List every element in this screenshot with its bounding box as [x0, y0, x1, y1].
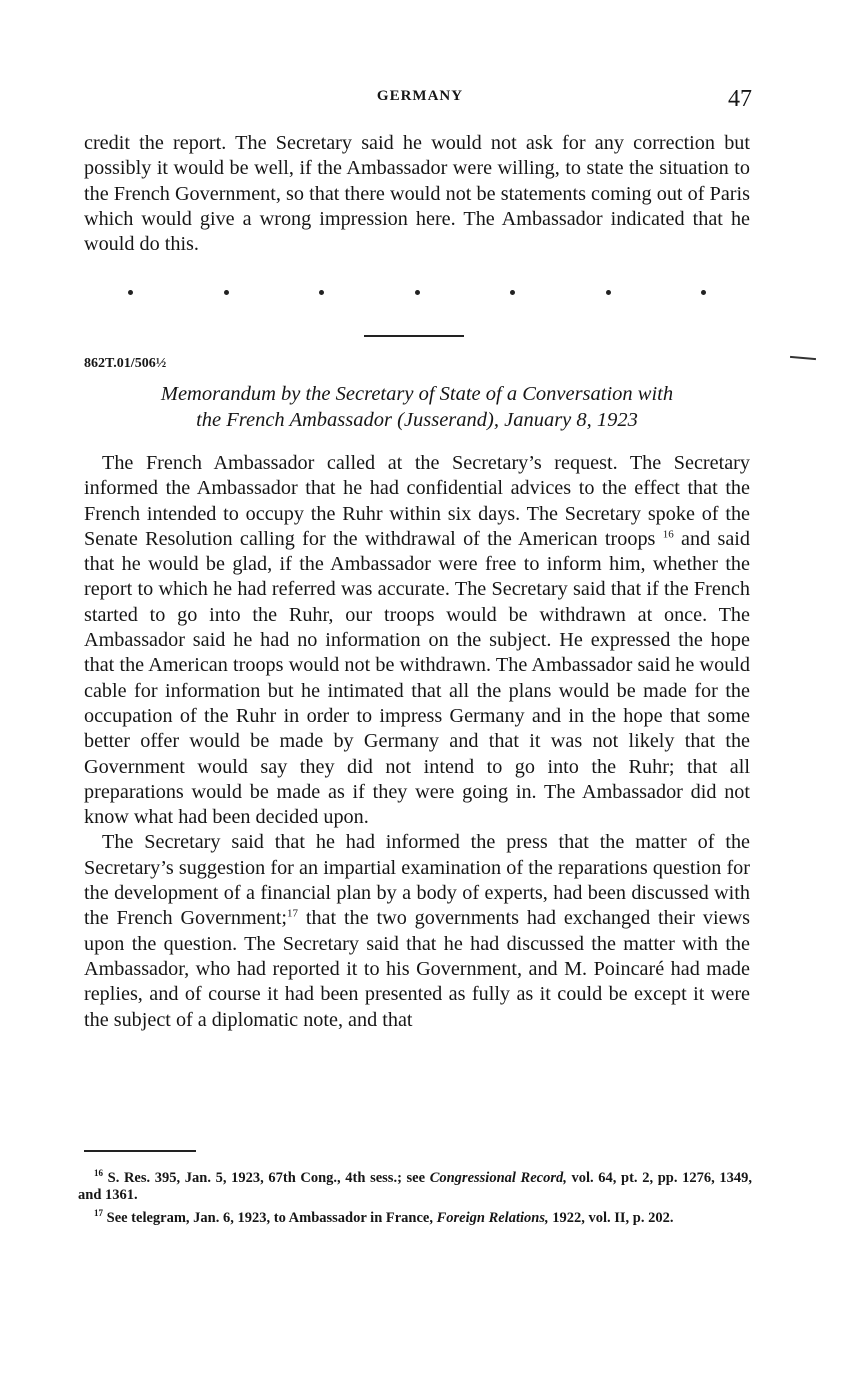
body-paragraph-2-text-b: that the two governments had exchanged their views upon the question. The Secretary said that he had discussed the matter with the Ambassador, who had reported it to his Government, and M. Poincaré had made replies, and of course it had been presented as fully as it could be except it were the subject of a diplomatic note, and that — [84, 907, 750, 1031]
ellipsis-dot — [701, 290, 706, 295]
footnote-17 — [78, 1205, 752, 1227]
footnotes — [78, 1165, 752, 1227]
ellipsis-dot — [319, 290, 324, 295]
running-title: GERMANY — [376, 88, 464, 104]
body-paragraph-1-text-b: and said that he would be glad, if the Ambassador were free to inform him, whether the report to which he had referred was accurate. The Secretary said that if the French started to go into the Ruhr, our troops would be withdrawn at once. The Ambassador said he had no information on the subject. He expressed the hope that the American troops would not be withdrawn. The Ambassador said he would cable for information but he intimated that all the plans would be made for the occupation of the Ruhr in order to impress Germany and in the hope that some better offer would be made by Germany and that it was not likely that the Government would say they did not intend to go into the Ruhr; that all preparations would be made as if they were going in. The Ambassador did not know what had been decided upon. — [84, 527, 750, 829]
margin-pen-mark — [790, 356, 816, 360]
file-number: 862T.01/506½ — [84, 356, 167, 371]
section-separator-rule — [364, 335, 464, 337]
body-paragraph-2 — [84, 830, 750, 1032]
memorandum-body — [84, 451, 750, 1033]
carryover-text-block — [84, 131, 750, 257]
footnote-text: S. Res. 395, Jan. 5, 1923, 67th Cong., 4th sess.; see — [103, 1169, 430, 1186]
ellipsis-dot — [510, 290, 515, 295]
footnote-text: vol. 64, pt. 2, pp. 1276, 1349, and 1361. — [78, 1169, 752, 1204]
footnote-16 — [78, 1165, 752, 1205]
footnote-italic-title: Congressional Record, — [429, 1169, 567, 1186]
document-heading — [84, 381, 750, 433]
ellipsis-dots — [84, 290, 750, 310]
footnote-text: See telegram, Jan. 6, 1923, to Ambassador in France, — [103, 1209, 437, 1226]
carryover-paragraph: credit the report. The Secretary said he would not ask for any correction but possibly it would be well, if the Ambassador were willing, to state the situation to the French Government, so that there would not be statements coming out of Paris which would give a wrong impression here. The Ambassador indicated that he would do this. — [84, 132, 750, 256]
footnote-text: 1922, vol. II, p. 202. — [548, 1209, 674, 1226]
document-heading-line-1: Memorandum by the Secretary of State of a Conversation with — [160, 383, 674, 405]
footnote-reference-17[interactable]: 17 — [286, 907, 298, 920]
page-number: 47 — [728, 86, 752, 112]
body-paragraph-1 — [84, 451, 750, 830]
ellipsis-dot — [224, 290, 229, 295]
footnote-reference-16[interactable]: 16 — [662, 528, 674, 541]
body-paragraph-2-text-a: The Secretary said that he had informed the press that the matter of the Secretary’s suggestion for an impartial examination of the reparations question for the development of a financial plan by a body of experts, had been discussed with the French Government; — [84, 831, 750, 930]
footnote-mark: 17 — [94, 1207, 103, 1218]
running-head — [0, 86, 862, 110]
footnote-mark: 16 — [94, 1168, 103, 1178]
footnote-rule — [84, 1150, 196, 1152]
body-paragraph-1-text-a: The French Ambassador called at the Secretary’s request. The Secretary informed the Ambassador that he had confidential advices to the effect that the French intended to occupy the Ruhr within six days. The Secretary spoke of the Senate Resolution calling for the withdrawal of the American troops — [84, 452, 750, 550]
footnote-italic-title: Foreign Relations, — [436, 1209, 549, 1226]
ellipsis-dot — [128, 290, 133, 295]
document-heading-line-2: the French Ambassador (Jusserand), January 8, 1923 — [196, 409, 638, 431]
ellipsis-dot — [415, 290, 420, 295]
ellipsis-dot — [606, 290, 611, 295]
